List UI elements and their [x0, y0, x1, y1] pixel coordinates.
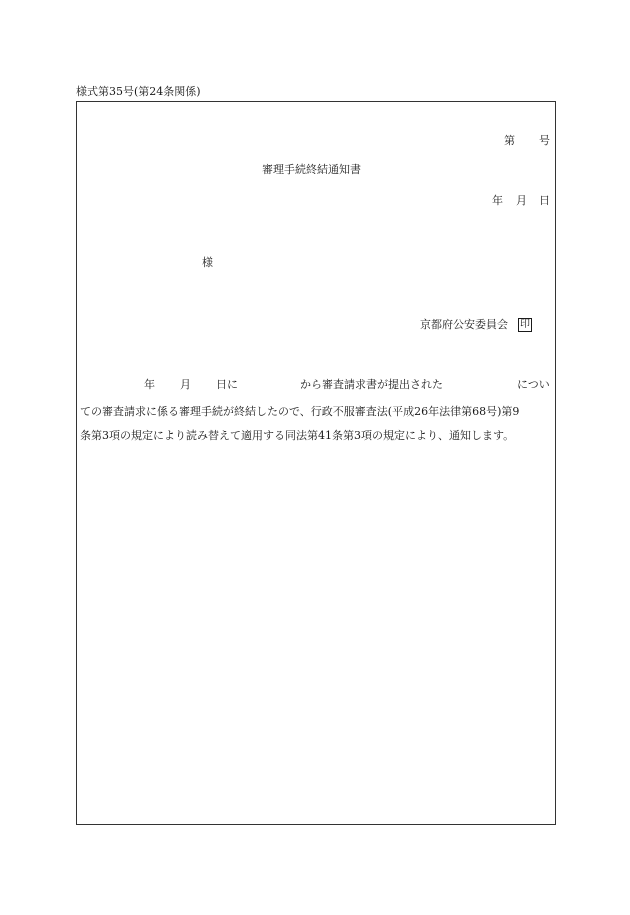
body-line1-year: 年: [144, 378, 155, 391]
seal-mark: 印: [520, 319, 530, 330]
body-line1-from: から審査請求書が提出された: [300, 378, 443, 391]
body-line1-about: につい: [517, 378, 550, 391]
body-line-3: 条第3項の規定により読み替えて適用する同法第41条第3項の規定により、通知します。: [80, 429, 515, 442]
body-line1-month: 月: [180, 378, 191, 391]
form-label: 様式第35号(第24条関係): [76, 85, 201, 98]
date-day: 日: [539, 194, 550, 207]
issuer-line: [420, 318, 532, 332]
recipient-suffix: 様: [202, 256, 213, 269]
issuer-name: 京都府公安委員会: [420, 318, 508, 331]
number-suffix: 号: [539, 134, 550, 147]
number-prefix: 第: [504, 134, 515, 147]
document-frame: [76, 101, 556, 825]
body-line1-day: 日に: [216, 378, 238, 391]
document-title: 審理手続終結通知書: [262, 163, 361, 176]
date-year: 年: [492, 194, 503, 207]
date-month: 月: [516, 194, 527, 207]
body-line-2: ての審査請求に係る審理手続が終結したので、行政不服審査法(平成26年法律第68号)第9: [80, 405, 520, 418]
